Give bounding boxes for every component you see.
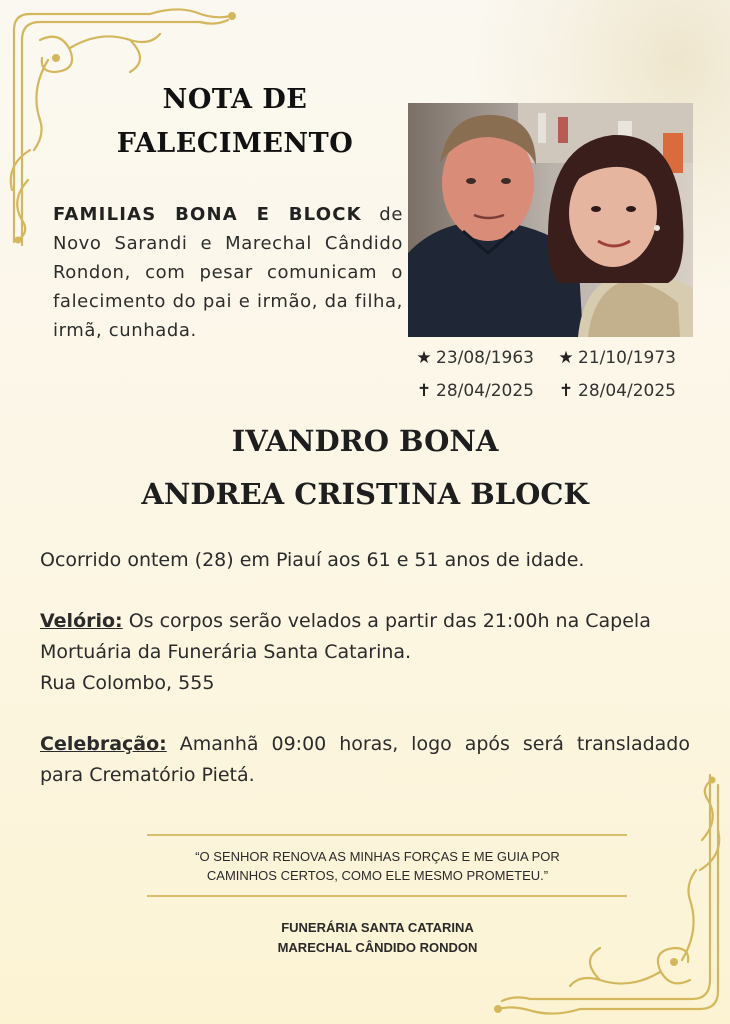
velorio-section bbox=[40, 606, 690, 699]
cross-icon: ✝ bbox=[558, 381, 574, 401]
announcement-paragraph bbox=[53, 200, 403, 345]
birth-date-andrea: ★ 21/10/1973 bbox=[558, 348, 676, 368]
announcement-text: de Novo Sarandi e Marechal Cândido Rondon, com pesar comunicam o falecimento do pai e irmão, da filha, irmã, cunhada. bbox=[53, 204, 403, 341]
title-line-1: NOTA DE bbox=[162, 84, 308, 115]
velorio-text: Os corpos serão velados a partir das 21:00h na Capela Mortuária da Funerária Santa Catarina. bbox=[40, 610, 651, 663]
celebracao-section bbox=[40, 729, 690, 791]
star-icon: ★ bbox=[416, 348, 432, 368]
quote-line-1: “O SENHOR RENOVA AS MINHAS FORÇAS E ME GUIA POR bbox=[195, 849, 560, 864]
occurrence-text: Ocorrido ontem (28) em Piauí aos 61 e 51 anos de idade. bbox=[40, 549, 585, 571]
celebracao-label: Celebração: bbox=[40, 733, 167, 755]
birth-date-ivandro: ★ 23/08/1963 bbox=[416, 348, 534, 368]
velorio-label: Velório: bbox=[40, 610, 123, 632]
families-names: FAMILIAS BONA E BLOCK bbox=[53, 204, 362, 225]
celebracao-text: Amanhã 09:00 horas, logo após será transladado para Crematório Pietá. bbox=[40, 733, 690, 786]
velorio-address: Rua Colombo, 555 bbox=[40, 672, 215, 694]
funeral-home-city: MARECHAL CÂNDIDO RONDON bbox=[277, 940, 478, 955]
cross-icon: ✝ bbox=[416, 381, 432, 401]
death-date-ivandro: ✝ 28/04/2025 bbox=[416, 381, 534, 401]
death-date-andrea: ✝ 28/04/2025 bbox=[558, 381, 676, 401]
funeral-home-name: FUNERÁRIA SANTA CATARINA bbox=[281, 920, 474, 935]
deceased-name-2: ANDREA CRISTINA BLOCK bbox=[141, 477, 589, 511]
couple-photo bbox=[408, 103, 693, 337]
star-icon: ★ bbox=[558, 348, 574, 368]
page-title bbox=[95, 78, 375, 166]
quote-divider-bottom bbox=[147, 895, 627, 897]
deceased-name-1: IVANDRO BONA bbox=[231, 424, 499, 458]
quote-line-2: CAMINHOS CERTOS, COMO ELE MESMO PROMETEU.” bbox=[206, 868, 549, 883]
funeral-home bbox=[130, 918, 625, 958]
quote-divider-top bbox=[147, 834, 627, 836]
title-line-2: FALECIMENTO bbox=[116, 128, 354, 159]
bible-quote bbox=[130, 847, 625, 885]
